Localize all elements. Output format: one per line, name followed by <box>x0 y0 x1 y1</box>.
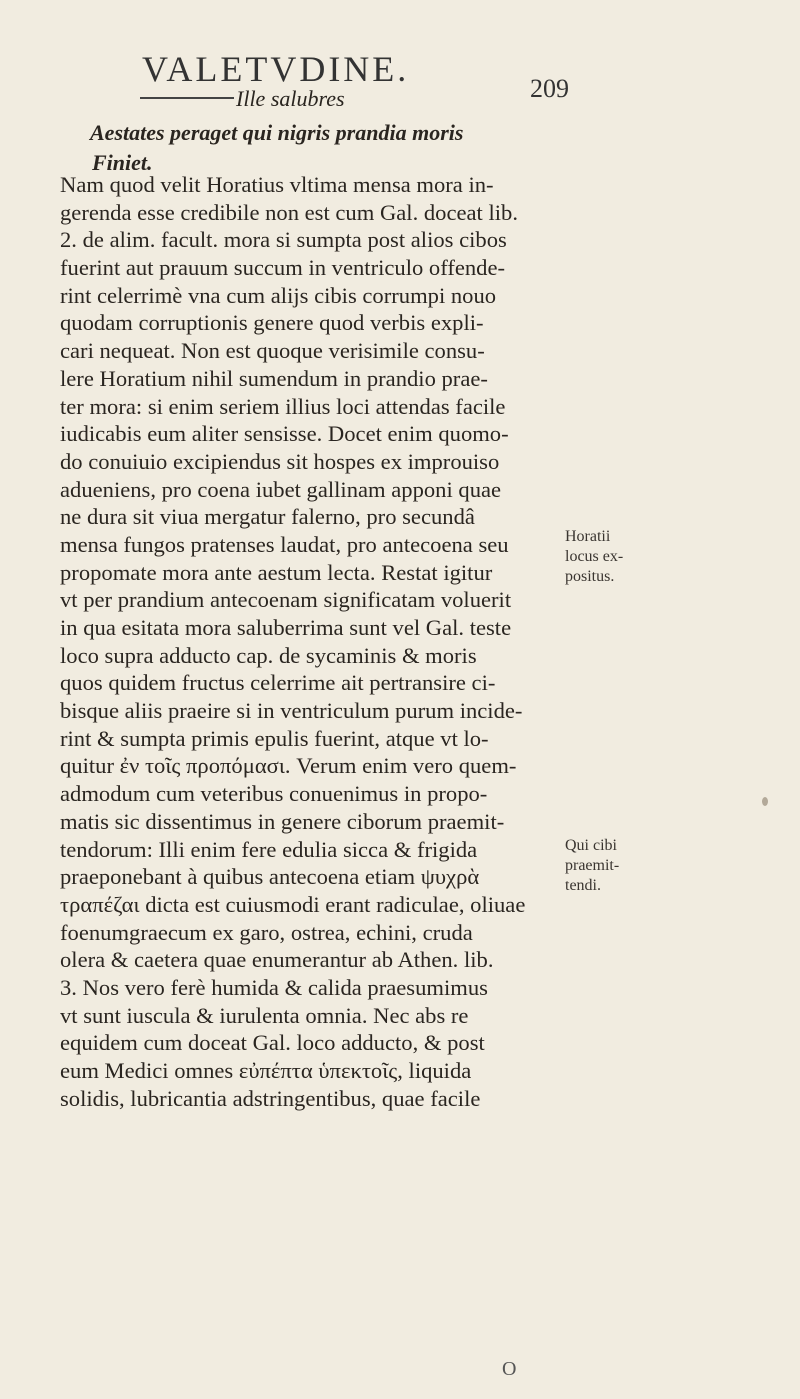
text-line: 3. Nos vero ferè humida & calida praesumimus <box>60 974 488 1000</box>
text-line: vt per prandium antecoenam significatam voluerit <box>60 587 512 613</box>
margin-note-line: tendi. <box>565 877 601 894</box>
text-line: praeponebant à quibus antecoena etiam ψυχρὰ <box>60 864 480 890</box>
verse-line-3: Finiet. <box>92 150 153 175</box>
text-line: fuerint aut prauum succum in ventriculo offende- <box>60 255 506 281</box>
text-line: do conuiuio excipiendus sit hospes ex improuiso <box>60 448 500 474</box>
margin-note-line: praemit- <box>565 857 620 874</box>
running-header-title: VALETVDINE. <box>142 49 410 89</box>
text-line: eum Medici omnes εὐπέπτα ὑπεκτοῖς, liquida <box>60 1058 472 1083</box>
catchword: O <box>502 1358 517 1380</box>
text-line: quos quidem fructus celerrime ait pertransire ci- <box>60 670 496 696</box>
margin-note-line: Horatii <box>565 528 611 545</box>
margin-note-line: positus. <box>565 568 615 585</box>
text-line: rint celerrimè vna cum alijs cibis corrumpi nouo <box>60 282 497 308</box>
body-text <box>60 171 560 1112</box>
text-line: solidis, lubricantia adstringentibus, quae facile <box>60 1085 481 1111</box>
text-line: matis sic dissentimus in genere ciborum praemit- <box>60 808 505 834</box>
text-line: ter mora: si enim seriem illius loci attendas facile <box>60 393 506 419</box>
text-line: tendorum: Illi enim fere edulia sicca & frigida <box>60 836 478 862</box>
margin-note-horatii <box>565 527 635 587</box>
page-number: 209 <box>530 74 569 103</box>
text-line: loco supra adducto cap. de sycaminis & moris <box>60 642 477 668</box>
verse-line-2: Aestates peraget qui nigris prandia moris <box>90 120 464 145</box>
margin-note-cibi <box>565 836 635 896</box>
text-line: rint & sumpta primis epulis fuerint, atque vt lo- <box>60 725 489 751</box>
text-line: ne dura sit viua mergatur falerno, pro secundâ <box>60 504 475 530</box>
verse-line-1: Ille salubres <box>236 86 345 111</box>
text-line: gerenda esse credibile non est cum Gal. doceat lib. <box>60 199 518 225</box>
text-line: iudicabis eum aliter sensisse. Docet enim quomo- <box>60 421 509 447</box>
text-line: bisque aliis praeire si in ventriculum purum incide- <box>60 698 523 724</box>
text-line: Nam quod velit Horatius vltima mensa mora in- <box>60 172 494 197</box>
header-rule <box>140 97 234 99</box>
text-line: adueniens, pro coena iubet gallinam apponi quae <box>60 476 502 502</box>
text-line: lere Horatium nihil sumendum in prandio prae- <box>60 365 488 391</box>
text-line: propomate mora ante aestum lecta. Restat igitur <box>60 559 493 585</box>
text-line: foenumgraecum ex garo, ostrea, echini, cruda <box>60 919 473 945</box>
text-line: admodum cum veteribus conuenimus in propo- <box>60 781 488 807</box>
ink-spot <box>762 797 768 806</box>
text-line: equidem cum doceat Gal. loco adducto, & post <box>60 1030 485 1056</box>
text-line: olera & caetera quae enumerantur ab Athen. lib. <box>60 947 494 973</box>
text-line: τραπέζαι dicta est cuiusmodi erant radiculae, oliuae <box>60 891 526 917</box>
text-line: mensa fungos pratenses laudat, pro antecoena seu <box>60 531 509 557</box>
text-line: quitur ἐν τοῖς προπόμασι. Verum enim vero quem- <box>60 753 517 779</box>
margin-note-line: Qui cibi <box>565 837 617 854</box>
margin-note-line: locus ex- <box>565 548 624 565</box>
text-line: cari nequeat. Non est quoque verisimile consu- <box>60 338 485 364</box>
text-line: 2. de alim. facult. mora si sumpta post alios cibos <box>60 227 507 253</box>
text-line: quodam corruptionis genere quod verbis expli- <box>60 310 484 336</box>
text-line: vt sunt iuscula & iurulenta omnia. Nec abs re <box>60 1002 469 1028</box>
text-line: in qua esitata mora saluberrima sunt vel Gal. teste <box>60 615 512 640</box>
